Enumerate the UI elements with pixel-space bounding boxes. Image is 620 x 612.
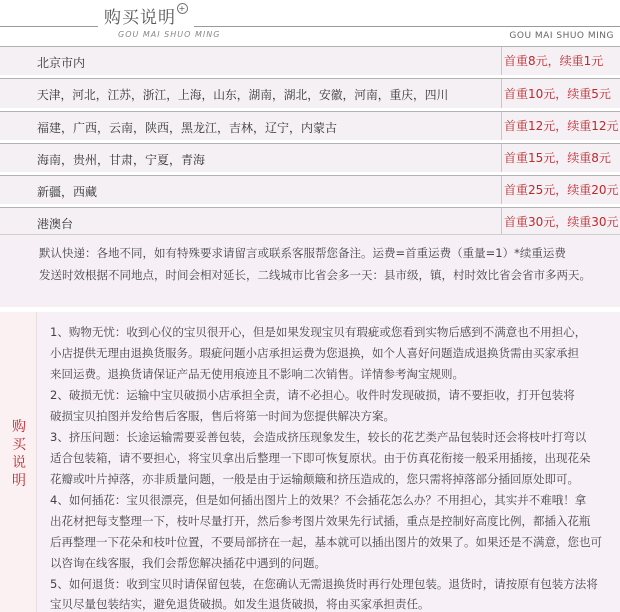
instructions-side-label bbox=[0, 312, 37, 612]
header-divider bbox=[0, 26, 620, 27]
shipping-note-default-courier: 默认快递：各地不同，如有特殊要求请留言或联系客服帮您备注。运费=首重运费（重量=1）*续重运费 bbox=[39, 246, 566, 260]
instruction-line: 宝贝尽量包装结实，避免退货破损。如发生退货破损，将由买家承担责任。 bbox=[50, 597, 430, 611]
shipping-row bbox=[0, 143, 620, 172]
shipping-note-delivery-time: 发送时效根据不同地点，时间会相对延长，二线城市比省会多一天：县市级，镇，村时效比省会省市多两天。 bbox=[39, 268, 591, 282]
instruction-line: 出花材把每支整理一下，枝叶尽量打开，然后参考图片效果先行试插，重点是控制好高度比例，都插入花瓶 bbox=[50, 514, 591, 528]
shipping-region: 北京市内 bbox=[37, 56, 86, 70]
instruction-line: 花瓣或叶片掉落，亦非质量问题，一般是由于运输颠簸和挤压造成的，您只需将掉落部分插回原处即可。 bbox=[50, 472, 579, 486]
shipping-table bbox=[0, 46, 620, 239]
shipping-price: 首重10元，续重5元 bbox=[501, 79, 620, 108]
shipping-notes bbox=[0, 234, 620, 307]
plus-circle-icon: + bbox=[178, 4, 187, 13]
instruction-line: 适合包装箱，请不要担心，将宝贝拿出后整理一下即可恢复原状。由于仿真花衔接一般采用插接，出现花朵 bbox=[50, 451, 591, 465]
shipping-price: 首重12元，续重12元 bbox=[501, 112, 620, 140]
instruction-line: 来回运费。退换货请保证产品无使用痕迹且不影响二次销售。详情参考淘宝规则。 bbox=[50, 367, 464, 381]
page-title-text: 购买说明 bbox=[104, 8, 176, 28]
shipping-row bbox=[0, 111, 620, 140]
shipping-price: 首重15元，续重8元 bbox=[501, 144, 620, 172]
instruction-line: 破损宝贝拍图并发给售后客服，售后将第一时间为您提供解决方案。 bbox=[50, 409, 395, 423]
shipping-region: 海南，贵州，甘肃，宁夏，青海 bbox=[37, 153, 206, 167]
shipping-region: 港澳台 bbox=[37, 217, 74, 231]
shipping-row bbox=[0, 78, 620, 108]
instruction-line: 5、如何退货：收到宝贝时请保留包装，在您确认无需退换货时再行处理包装。退货时，请按原有包装方法将 bbox=[50, 577, 598, 591]
shipping-region: 福建，广西，云南，陕西，黑龙江，吉林，辽宁，内蒙古 bbox=[37, 121, 338, 135]
page-title bbox=[98, 3, 194, 28]
instructions-side-text: 购买说明 bbox=[12, 419, 26, 489]
instruction-line: 4、如何插花：宝贝很漂亮，但是如何插出图片上的效果？不会插花怎么办？不用担心，其实并不难哦！拿 bbox=[50, 493, 587, 507]
shipping-row bbox=[0, 175, 620, 204]
instruction-line: 3、挤压问题：长途运输需要妥善包装，会造成挤压现象发生，较长的花艺类产品包装时还会将枝叶打弯以 bbox=[50, 430, 587, 444]
shipping-row bbox=[0, 46, 620, 75]
instruction-line: 2、破损无忧：运输中宝贝破损小店承担全责，请不必担心。收件时发现破损，请不要拒收，打开包装将 bbox=[50, 388, 575, 402]
instruction-line: 1、购物无忧：收到心仪的宝贝很开心，但是如果发现宝贝有瑕疵或您看到实物后感到不满意也不用担心， bbox=[50, 325, 587, 339]
shipping-row bbox=[0, 207, 620, 236]
instruction-line: 后再整理一下花朵和枝叶位置，不要局部挤在一起，基本就可以插出图片的效果了。如果还是不满意，您也可 bbox=[50, 535, 602, 549]
shipping-price: 首重8元，续重1元 bbox=[501, 47, 620, 75]
instructions-content bbox=[37, 312, 620, 612]
header bbox=[0, 0, 620, 44]
instruction-line: 小店提供无理由退换货服务。瑕疵问题小店承担运费为您退换，如个人喜好问题造成退换货需由买家承担 bbox=[50, 346, 579, 360]
shipping-region: 天津，河北，江苏，浙江，上海，山东，湖南，湖北，安徽，河南，重庆，四川 bbox=[37, 88, 449, 102]
shipping-price: 首重30元，续重30元 bbox=[501, 208, 620, 236]
shipping-price: 首重25元，续重20元 bbox=[501, 176, 620, 204]
instruction-line: 以咨询在线客服，我们会帮您解决插花中遇到的问题。 bbox=[50, 556, 326, 570]
purchase-instructions bbox=[0, 312, 620, 612]
shipping-region: 新疆，西藏 bbox=[37, 185, 98, 199]
page-subtitle-right: GOU MAI SHUO MING bbox=[509, 31, 614, 41]
page-subtitle-left: GOU MAI SHUO MING bbox=[118, 30, 221, 39]
